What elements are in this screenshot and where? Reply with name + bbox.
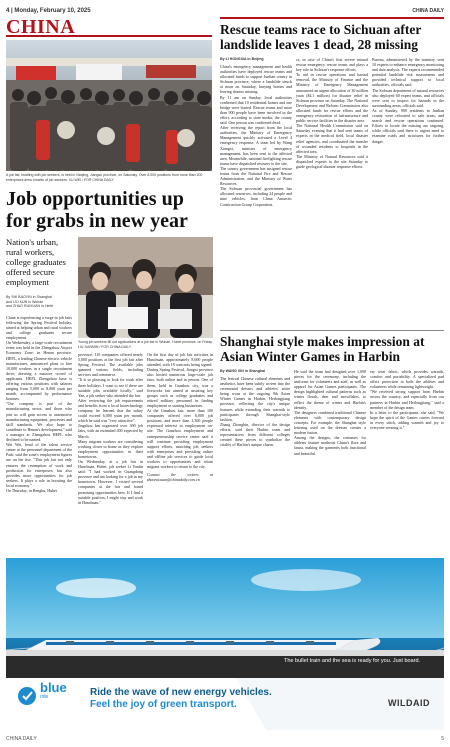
footer-left: CHINA DAILY (6, 736, 37, 742)
footer-page-number: 5 (441, 736, 444, 742)
article-column-2: province, 110 companies offered nearly 5,000 positions at the first job fair after Spring Festival. The available jobs spanned various fields, including services and commerce. "It is so pleasing to look for work after three holidays. I want to see if there are suitable jobs available locally," said Yan, a job seeker who attended the fair. After reviewing the job requirements and benefits from a local biotechnology company, he learned that the salary could exceed 6,000 yuan per month, which he said was "very attractive". Jingzhou has organized over 300 job fairs, with an estimated 400 expected by March. Many migrant workers are considering working closer to home as they explore employment opportunities in their hometowns. On Wednesday, at a job fair in Hanchuan, Hubei, job seeker Li Yanlin said: "I had worked in Guangdong province and am looking for a job in my hometown. However, I visited several companies at the fair and found promising opportunities here. If I find a suitable position, I might stay and work in Hanchuan." (78, 352, 143, 505)
ad-slogan-line-2: Feel the joy of green transport. (90, 699, 237, 710)
landslide-column-2: cs, in case of China's first severe natural rescue emergency rescue teams and plays a key role in Sichuan's response efforts. To aid in rescue operations and hazard removal, the Ministry of Finance and the Ministry of Emergency Management announced an urgent allocation of 30 million yuan ($4.1 million) for disaster relief in Sichuan province on Saturday. The National Development and Reform Commission also allocated funds for rescue efforts and the emergency restoration of infrastructure and public service facilities in the disaster area. The National Health Commission said on Saturday evening that it had sent teams of experts in the medical field, local disaster relief agencies, and coordinated the transfer of wounded residents to hospitals in the affected area. The Ministry of Natural Resources said it dispatched experts to the site Saturday to guide geological disaster response efforts. (296, 57, 368, 169)
ad-brand-sub: ride (40, 694, 49, 700)
photo-caption-2: Young job seekers fill out applications at a job fair in Wuhan, Hubei province, on Friday. LIU JIANMIN / FOR CHINA DAILY (78, 340, 213, 349)
article-column-1: China is experiencing a surge in job fairs following the Spring Festival holiday, aimed at helping urban and rural workers and college graduates secure employment. On Wednesday, a large-scale recruitment event was held in the Zhengzhou Airport Economy Zone, in Henan province. HEPL, a leading Chinese electric vehicle manufacturer, announced plans to hire 10,000 workers in a single recruitment drive, drawing a massive crowd of applicants. HEPL Zhengzhou base is offering various positions with salaries ranging from 5,000 to 8,000 yuan per month, accompanied by performance bonuses. "Our company is part of the manufacturing sector, and those who join us will gain access to automotive manufacturing equipment, processes and skill standards. We also hope to contribute to Henan's development," said a manager at Zhengzhou HEPL who declined to be named. Wei Wei, head of the talent service center at the personnel department of the Park, said the zone's employment figures are on the rise. "This job fair not only ensures the resumption of work and production for enterprises, but also provides more opportunities for job seekers. It plays a role in boosting the local economy." On Thursday, in Bengbu, Hubei (6, 314, 72, 493)
ad-brand (40, 681, 67, 700)
fashion-column-3: ety wear fabric, which provides warmth, comfort and portability. A specialized pad offers protection to both the athletes and volunteers while remaining lightweight. "We received strong support from Harbin across the country, and especially from our partners in Harbin and Heilongjiang," said a member of the design team. In a letter to the participants, she said, "We hope the spirit of the Games carries forward in every stitch, adding warmth and joy to everyone wearing it." (370, 369, 444, 431)
left-sidebar (6, 237, 72, 567)
ad-slogan (90, 687, 272, 711)
photo-caption: A job fair, bustling with job seekers, is held in Nanjing, Jiangsu province, on Saturday. Over 8,000 positions from more than 200 enterprises drew crowds of job seekers. XU WEI / FOR CHINA DAILY (6, 173, 203, 182)
byline-block (6, 295, 72, 309)
section-title: CHINA (6, 16, 76, 38)
landslide-column-1: China's emergency management and health authorities have deployed rescue teams and allocated funds to support Junlian county in Sichuan province, where a landslide struck at noon on Saturday, burying homes and leaving dozens missing. By 11 am on Sunday, local authorities confirmed that 10 residential homes and one bridge were buried. Rescue teams and more than 900 people have been involved in the effort, according to state media, the county said. One person was confirmed dead. After receiving the report from the local authorities, the Ministry of Emergency Management quickly activated a Level 4 emergency response. A team led by Wang Xiangxi, minister of emergency management, has been sent to the affected area. Meanwhile, national firefighting rescue teams have dispatched rescuers to the site. The county government has assigned rescue teams from the National Fire and Rescue Administration, and the Ministry of Water Resources. The Sichuan provincial government has allocated resources, including 24 people and nine vehicles, from China Antarctic Construction Group Corporation. (220, 64, 292, 207)
page-date: 4 | Monday, February 10, 2025 (6, 8, 91, 14)
top-bar (6, 6, 444, 16)
fashion-byline: By WANG XIN in Shanghai (220, 369, 266, 373)
section-label: CHINA DAILY (412, 8, 444, 14)
footer (6, 734, 444, 744)
ad-brand-name: blue (40, 680, 67, 695)
byline-line: By SHI BAOYIN in Shanghai (6, 295, 52, 299)
article-column-3-text: On the first day of job fair activities in Hanchuan, approximately 8,600 people attended, with 18 contracts being signed. During Spring Festival, Jiangxi province also hosted numerous large-scale job fairs, both online and in person. One of them, held in Ganzhou city, was a fireworks fair aimed at assisting key groups such as college graduates and retired military personnel in finding employment or starting businesses. At the Ganzhou fair, more than 100 companies offered over 6,000 job positions, and more than 1,300 people expressed interest in employment on-site. The Ganzhou employment and entrepreneurship service center said it will continue providing employment support efforts, matching job seekers with enterprises and providing online and offline job services to guide local workers to opportunities and retain migrant workers to return to the city. (147, 352, 213, 470)
fashion-headline: Shanghai style makes impression at Asian Winter Games in Harbin (220, 334, 425, 364)
fashion-column-2: He said the team had designed over 1,000 pieces for the ceremony, including the uniforms for volunteers and staff, as well as apparel for Asian Games participants. The design highlighted cultural patterns such as winter florals, deer and snowflakes, to reflect the theme of winter and Harbin's identity. The designers combined traditional Chinese elements with contemporary design concepts. For example, the Shanghai style lettering used on the dresses creates a modern fusion. Among the designs, the costumes for athletes feature northeast China's flora and fauna, making the garments both functional and beautiful. (294, 369, 366, 456)
masthead (6, 17, 212, 37)
landslide-headline: Rescue teams race to Sichuan after landslide leaves 1 dead, 28 missing (220, 22, 422, 52)
article-column-3 (147, 352, 213, 554)
job-fair-photo (6, 40, 212, 171)
masthead-rule (220, 17, 444, 19)
main-headline: Job opportunities up for grabs in new year (6, 188, 188, 232)
byline-line: and ZHAO RUIXUAN in Hefei (6, 304, 54, 309)
section-divider (220, 330, 444, 331)
advertisement[interactable] (6, 558, 444, 730)
ad-slogan-line-1: Ride the wave of new energy vehicles. (90, 687, 272, 698)
contact-line: Contact the writers at zhaoruixuan@chinadaily.com.cn (147, 472, 213, 483)
landslide-byline: By LI HONGXIA in Beijing (220, 57, 264, 61)
dek: Nation's urban, rural workers, college graduates offered secure employment (6, 237, 66, 287)
wildaid-logo: WILDAID (388, 698, 430, 708)
landslide-column-3: Bureau, administered by the ministry, sent 10 experts to enhance emergency monitoring and data analysis. The experts recommended potential landslide risk assessments and provided technical support to local authorities, officials said. The Sichuan department of natural resources also deployed 60 expert teams, and officials were sent to inspect for hazards in the surrounding areas, officials said. As of Sunday, 900 residents in Junlian county were relocated to safe areas, and search and rescue operations continued. Efforts to locate the missing are ongoing, while officials said there is urgent need to examine roads and structures for further danger. (372, 57, 444, 144)
byline-line: and LIU KUN in Wuhan (6, 299, 44, 304)
fashion-column-1: The festival Chinese cultural elements and aesthetics have been subtly woven into the ceremonial dresses and athletes' attire being worn at the ongoing 9th Asian Winter Games in Harbin, Heilongjiang province, reflecting the city's unique features while extending their warmth to participants through Shanghai-style fashion. Zhang Zhongbin, director of the design efforts, said their Harbin team and representatives from different colleges created these pieces to symbolize the vitality of Harbin's unique charm. (220, 376, 290, 448)
job-fair-photo-2 (78, 237, 213, 338)
ad-tagline: The bullet train and the sea is ready for you. Just board. (284, 658, 421, 664)
